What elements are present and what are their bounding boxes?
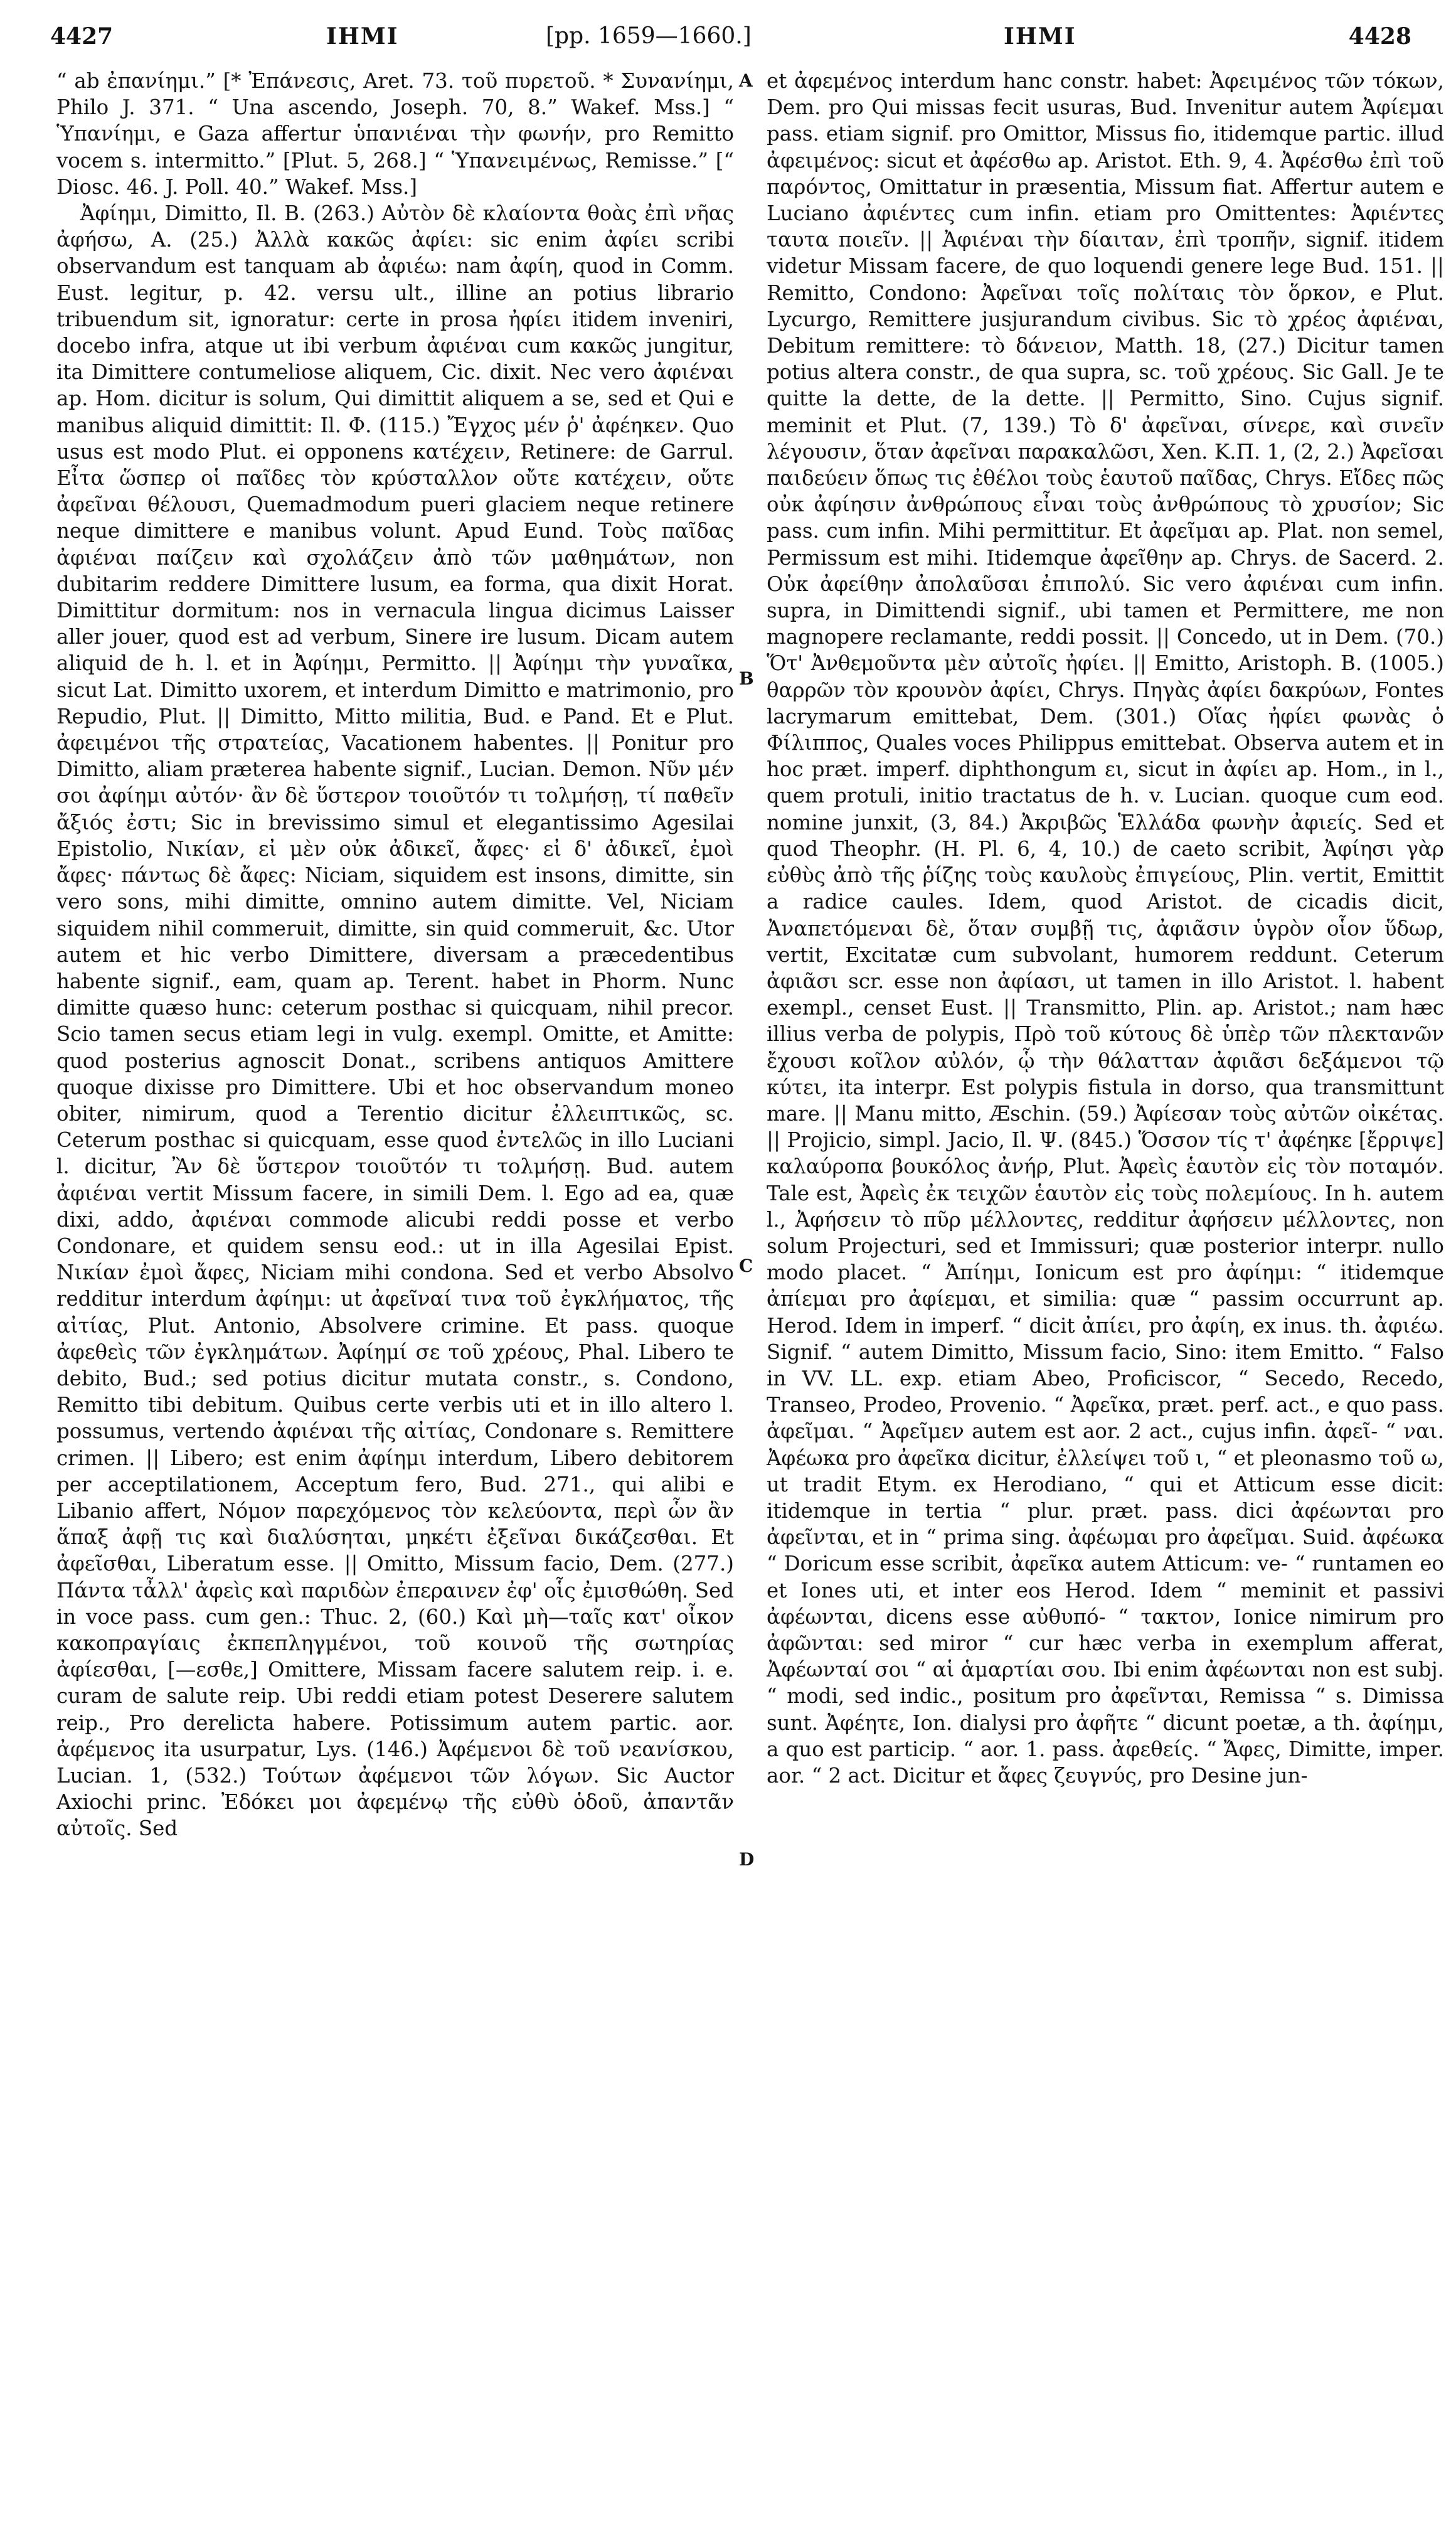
running-header bbox=[50, 18, 1411, 61]
left-text-column bbox=[56, 68, 734, 1842]
right-headword: ΙΗΜΙ bbox=[1004, 23, 1076, 50]
paragraph: “ ab ἐπανίημι.” [* Ἐπάνεσις, Aret. 73. τοῦ πυρετοῦ. * Συνανίημι, Philo J. 371. “ Una ascendo, Joseph. 70, 8.” Wakef. Mss.] “ Ὑπανίημι, e Gaza affertur ὑπανιέναι τὴν φωνήν, pro Remitto vocem s. intermitto.” [Plut. 5, 268.] “ Ὑπανειμένως, Remisse.” [“ Diosc. 46. J. Poll. 40.” Wakef. Mss.] bbox=[56, 69, 734, 199]
paragraph: et ἀφεμένος interdum hanc constr. habet: Ἀφειμένος τῶν τόκων, Dem. pro Qui missas fecit usuras, Bud. Invenitur autem Ἀφίεμαι pass. etiam signif. pro Omittor, Missus fio, itidemque partic. illud ἀφειμένος: sicut et ἀφέσθω ap. Aristot. Eth. 9, 4. Ἀφέσθω ἐπὶ τοῦ παρόντος, Omittatur in præsentia, Missum fiat. Affertur autem e Luciano ἀφιέντες cum infin. etiam pro Omittentes: Ἀφιέντες ταυτα ποιεῖν. || Ἀφιέναι τὴν δίαιταν, ἐπὶ τροπῆν, signif. itidem videtur Missam facere, de quo loquendi genere lege Bud. 151. || Remitto, Condono: Ἀφεῖναι τοῖς πολίταις τὸν ὅρκον, e Plut. Lycurgo, Remittere jusjurandum civibus. Sic τὸ χρέος ἀφιέναι, Debitum remittere: τὸ δάνειον, Matth. 18, (27.) Dicitur tamen potius altera constr., de qua supra, sc. τοῦ χρέους. Sic Gall. Je te quitte la dette, de la dette. || Permitto, Sino. Cujus signif. meminit et Plut. (7, 139.) Τὸ δ' ἀφεῖναι, σίνερε, καὶ σινεῖν λέγουσιν, ὅταν ἀφεῖναι παρακαλῶσι, Xen. K.Π. 1, (2, 2.) Ἀφεῖσαι παιδεύειν ὅπως τις ἐθέλοι τοὺς ἑαυτοῦ παῖδας, Chrys. Εἴδες πῶς οὐκ ἀφίησιν ἀνθρώπους εἶναι τοὺς ἀνθρώπους τὸ χρυσίον; Sic pass. cum infin. Mihi permittitur. Et ἀφεῖμαι ap. Plat. non semel, Permissum est mihi. Itidemque ἀφεῖθην ap. Chrys. de Sacerd. 2. Οὐκ ἀφείθην ἀπολαῦσαι ἐπιπολύ. Sic vero ἀφιέναι cum infin. supra, in Dimittendi signif., ubi tamen et Permittere, me non magnopere reclamante, reddi possit. || Concedo, ut in Dem. (70.) Ὅτ' Ἀνθεμοῦντα μὲν αὐτοῖς ἠφίει. || Emitto, Aristoph. B. (1005.) θαρρῶν τὸν κρουνὸν ἀφίει, Chrys. Πηγὰς ἀφίει δακρύων, Fontes lacrymarum emittebat, Dem. (301.) Οἵας ἠφίει φωνὰς ὁ Φίλιππος, Quales voces Philippus emittebat. Observa autem et in hoc præt. imperf. diphthongum ει, sicut in ἀφίει ap. Hom., in l., quem protuli, initio tractatus de h. v. Lucian. quoque cum eod. nomine junxit, (3, 84.) Ἀκριβῶς Ἑλλάδα φωνὴν ἀφιείς. Sed et quod Theophr. (H. Pl. 6, 4, 10.) de caeto scribit, Ἀφίησι γὰρ εὐθὺς ἀπὸ τῆς ῥίζης τοὺς καυλοὺς ἐπιγείους, Plin. vertit, Emittit a radice caules. Idem, quod Aristot. de cicadis dicit, Ἀναπετόμεναι δὲ, ὅταν συμβῇ τις, ἀφιᾶσιν ὑγρὸν οἷον ὕδωρ, vertit, Excitatæ cum subvolant, humorem reddunt. Ceterum ἀφιᾶσι scr. esse non ἀφίασι, ut tamen in illo Aristot. l. habent exempl., censet Eust. || Transmitto, Plin. ap. Aristot.; nam hæc illius verba de polypis, Πρὸ τοῦ κύτους δὲ ὑπὲρ τῶν πλεκτανῶν ἔχουσι κοῖλον αὐλόν, ᾧ τὴν θάλατταν ἀφιᾶσι δεξάμενοι τῷ κύτει, ita interpr. Est polypis fistula in dorso, qua transmittunt mare. || Manu mitto, Æschin. (59.) Ἀφίεσαν τοὺς αὐτῶν οἰκέτας. || Projicio, simpl. Jacio, Il. Ψ. (845.) Ὅσσον τίς τ' ἀφέηκε [ἔρριψε] καλαύροπα βουκόλος ἀνήρ, Plut. Ἀφεὶς ἑαυτὸν εἰς τὸν ποταμόν. Tale est, Ἀφεὶς ἐκ τειχῶν ἑαυτὸν εἰς τοὺς πολεμίους. In h. autem l., Ἀφήσειν τὸ πῦρ μέλλοντες, redditur ἀφήσειν μέλλοντες, non solum Projecturi, sed et Immissuri; quæ posterior interpr. nullo modo placet. “ Ἀπίημι, Ionicum est pro ἀφίημι: “ itidemque ἀπίεμαι pro ἀφίεμαι, et similia: quæ “ passim occurrunt ap. Herod. Idem in imperf. “ dicit ἀπίει, pro ἀφίη, ex inus. th. ἀφιέω. Signif. “ autem Dimitto, Missum facio, Sino: item Emitto. “ Falso in VV. LL. exp. etiam Abeo, Proficiscor, “ Secedo, Recedo, Transeo, Prodeo, Provenio. “ Ἀφεῖκα, præt. perf. act., e quo pass. ἀφεῖμαι. “ Ἀφεῖμεν autem est aor. 2 act., cujus infin. ἀφεῖ- “ ναι. Ἀφέωκα pro ἀφεῖκα dicitur, ἐλλείψει τοῦ ι, “ et pleonasmo τοῦ ω, ut tradit Etym. ex Herodiano, “ qui et Atticum esse dicit: itidemque in tertia “ plur. præt. pass. dici ἀφέωνται pro ἀφεῖνται, et in “ prima sing. ἀφέωμαι pro ἀφεῖμαι. Suid. ἀφέωκα “ Doricum esse scribit, ἀφεῖκα autem Atticum: ve- “ runtamen eo et Iones uti, et inter eos Herod. Idem “ meminit et passivi ἀφέωνται, dicens esse αὐθυπό- “ τακτον, Ionice nimirum pro ἀφῶνται: sed miror “ cur hæc verba in exemplum afferat, Ἀφέωνταί σοι “ αἱ ἁμαρτίαι σου. Ibi enim ἀφέωνται non est subj. “ modi, sed indic., positum pro ἀφεῖνται, Remissa “ s. Dimissa sunt. Ἀφέητε, Ion. dialysi pro ἀφῆτε “ dicunt poetæ, a th. ἀφίημι, a quo est particip. “ aor. 1. pass. ἀφεθείς. “ Ἄφες, Dimitte, imper. aor. “ 2 act. Dicitur et ἄφες ζευγνύς, pro Desine jun- bbox=[767, 69, 1444, 1788]
left-column-number: 4427 bbox=[50, 23, 114, 50]
section-marker-c: C bbox=[739, 1256, 753, 1276]
section-marker-d: D bbox=[739, 1849, 755, 1870]
section-marker-b: B bbox=[739, 668, 754, 689]
left-headword: ΙΗΜΙ bbox=[326, 23, 399, 50]
right-text-column bbox=[767, 68, 1444, 1789]
paragraph: Ἀφίημι, Dimitto, Il. B. (263.) Αὐτὸν δὲ κλαίοντα θοὰς ἐπὶ νῆας ἀφήσω, A. (25.) Ἀλλὰ κακῶς ἀφίει: sic enim ἀφίει scribi observandum est tanquam ab ἀφιέω: nam ἀφίη, quod in Comm. Eust. legitur, p. 42. versu ult., illine an potius librario tribuendum sit, ignoratur: certe in prosa ἠφίει itidem inveniri, docebo infra, atque ut ibi verbum ἀφιέναι cum κακῶς jungitur, ita Dimittere contumeliose aliquem, Cic. dixit. Nec vero ἀφιέναι ap. Hom. dicitur is solum, Qui dimittit aliquem a se, sed et Qui e manibus aliquid dimittit: Il. Φ. (115.) Ἔγχος μέν ῥ' ἀφέηκεν. Quo usus est modo Plut. ei opponens κατέχειν, Retinere: de Garrul. Εἶτα ὥσπερ οἱ παῖδες τὸν κρύσταλλον οὔτε κατέχειν, οὔτε ἀφεῖναι θέλουσι, Quemadmodum pueri glaciem neque retinere neque dimittere e manibus volunt. Apud Eund. Τοὺς παῖδας ἀφιέναι παίζειν καὶ σχολάζειν ἀπὸ τῶν μαθημάτων, non dubitarim reddere Dimittere lusum, ea forma, qua dixit Horat. Dimittitur dormitum: nos in vernacula lingua dicimus Laisser aller jouer, quod est ad verbum, Sinere ire lusum. Dicam autem aliquid de h. l. et in Ἀφίημι, Permitto. || Ἀφίημι τὴν γυναῖκα, sicut Lat. Dimitto uxorem, et interdum Dimitto e matrimonio, pro Repudio, Plut. || Dimitto, Mitto militia, Bud. e Pand. Et e Plut. ἀφειμένοι τῆς στρατείας, Vacationem habentes. || Ponitur pro Dimitto, aliam præterea habente signif., Lucian. Demon. Νῦν μέν σοι ἀφίημι αὐτόν· ἂν δὲ ὕστερον τοιοῦτόν τι τολμήσῃ, τί παθεῖν ἄξιός ἐστι; Sic in brevissimo simul et elegantissimo Agesilai Epistolio, Νικίαν, εἰ μὲν οὐκ ἀδικεῖ, ἄφες· εἰ δ' ἀδικεῖ, ἐμοὶ ἄφες· πάντως δὲ ἄφες: Niciam, siquidem est insons, dimitte, sin vero sons, mihi dimitte, omnino autem dimitte. Vel, Niciam siquidem nihil commeruit, dimitte, sin quid commeruit, &c. Utor autem et hic verbo Dimittere, diversam a præcedentibus habente signif., eam, quam ap. Terent. habet in Phorm. Nunc dimitte quæso hunc: ceterum posthac si quicquam, nihil precor. Scio tamen secus etiam legi in vulg. exempl. Omitte, et Amitte: quod posterius agnoscit Donat., scribens antiquos Amittere quoque dixisse pro Dimittere. Ubi et hoc observandum moneo obiter, nimirum, quod a Terentio dicitur ἐλλειπτικῶς, sc. Ceterum posthac si quicquam, esse quod ἐντελῶς in illo Luciani l. dicitur, Ἂν δὲ ὕστερον τοιοῦτόν τι τολμήσῃ. Bud. autem ἀφιέναι vertit Missum facere, in simili Dem. l. Ego ad ea, quæ dixi, addo, ἀφιέναι commode alicubi reddi posse et verbo Condonare, et quidem sensu eod.: ut in illa Agesilai Epist. Νικίαν ἐμοὶ ἄφες, Niciam mihi condona. Sed et verbo Absolvo redditur interdum ἀφίημι: ut ἀφεῖναί τινα τοῦ ἐγκλήματος, τῆς αἰτίας, Plut. Antonio, Absolvere crimine. Et pass. quoque ἀφεθεὶς τῶν ἐγκλημάτων. Ἀφίημί σε τοῦ χρέους, Phal. Libero te debito, Bud.; sed potius dicitur mutata constr., s. Condono, Remitto tibi debitum. Quibus certe verbis uti et in illo altero l. possumus, vertendo ἀφιέναι τῆς αἰτίας, Condonare s. Remittere crimen. || Libero; est enim ἀφίημι interdum, Libero debitorem per acceptilationem, Acceptum fero, Bud. 271., qui alibi e Libanio affert, Νόμον παρεχόμενος τὸν κελεύοντα, περὶ ὧν ἂν ἅπαξ ἀφῇ τις καὶ διαλύσηται, μηκέτι ἐξεῖναι δικάζεσθαι. Et ἀφεῖσθαι, Liberatum esse. || Omitto, Missum facio, Dem. (277.) Πάντα τἆλλ' ἀφεὶς καὶ παριδὼν ἐπεραινεν ἐφ' οἷς ἐμισθώθη. Sed in voce pass. cum gen.: Thuc. 2, (60.) Καὶ μὴ—ταῖς κατ' οἶκον κακοπραγίαις ἐκπεπληγμένοι, τοῦ κοινοῦ τῆς σωτηρίας ἀφίεσθαι, [—εσθε,] Omittere, Missam facere salutem reip. i. e. curam de salute reip. Ubi reddi etiam potest Deserere salutem reip., Pro derelicta habere. Potissimum autem partic. aor. ἀφέμενος ita usurpatur, Lys. (146.) Ἀφέμενοι δὲ τοῦ νεανίσκου, Lucian. 1, (532.) Τούτων ἀφέμενοι τῶν λόγων. Sic Auctor Axiochi princ. Ἐδόκει μοι ἀφεμένῳ τῆς εὐθὺ ὁδοῦ, ἀπαντᾶν αὐτοῖς. Sed bbox=[56, 201, 734, 1841]
right-column-number: 4428 bbox=[1348, 23, 1411, 50]
section-marker-a: A bbox=[739, 70, 753, 91]
page-range: [pp. 1659—1660.] bbox=[546, 23, 752, 49]
